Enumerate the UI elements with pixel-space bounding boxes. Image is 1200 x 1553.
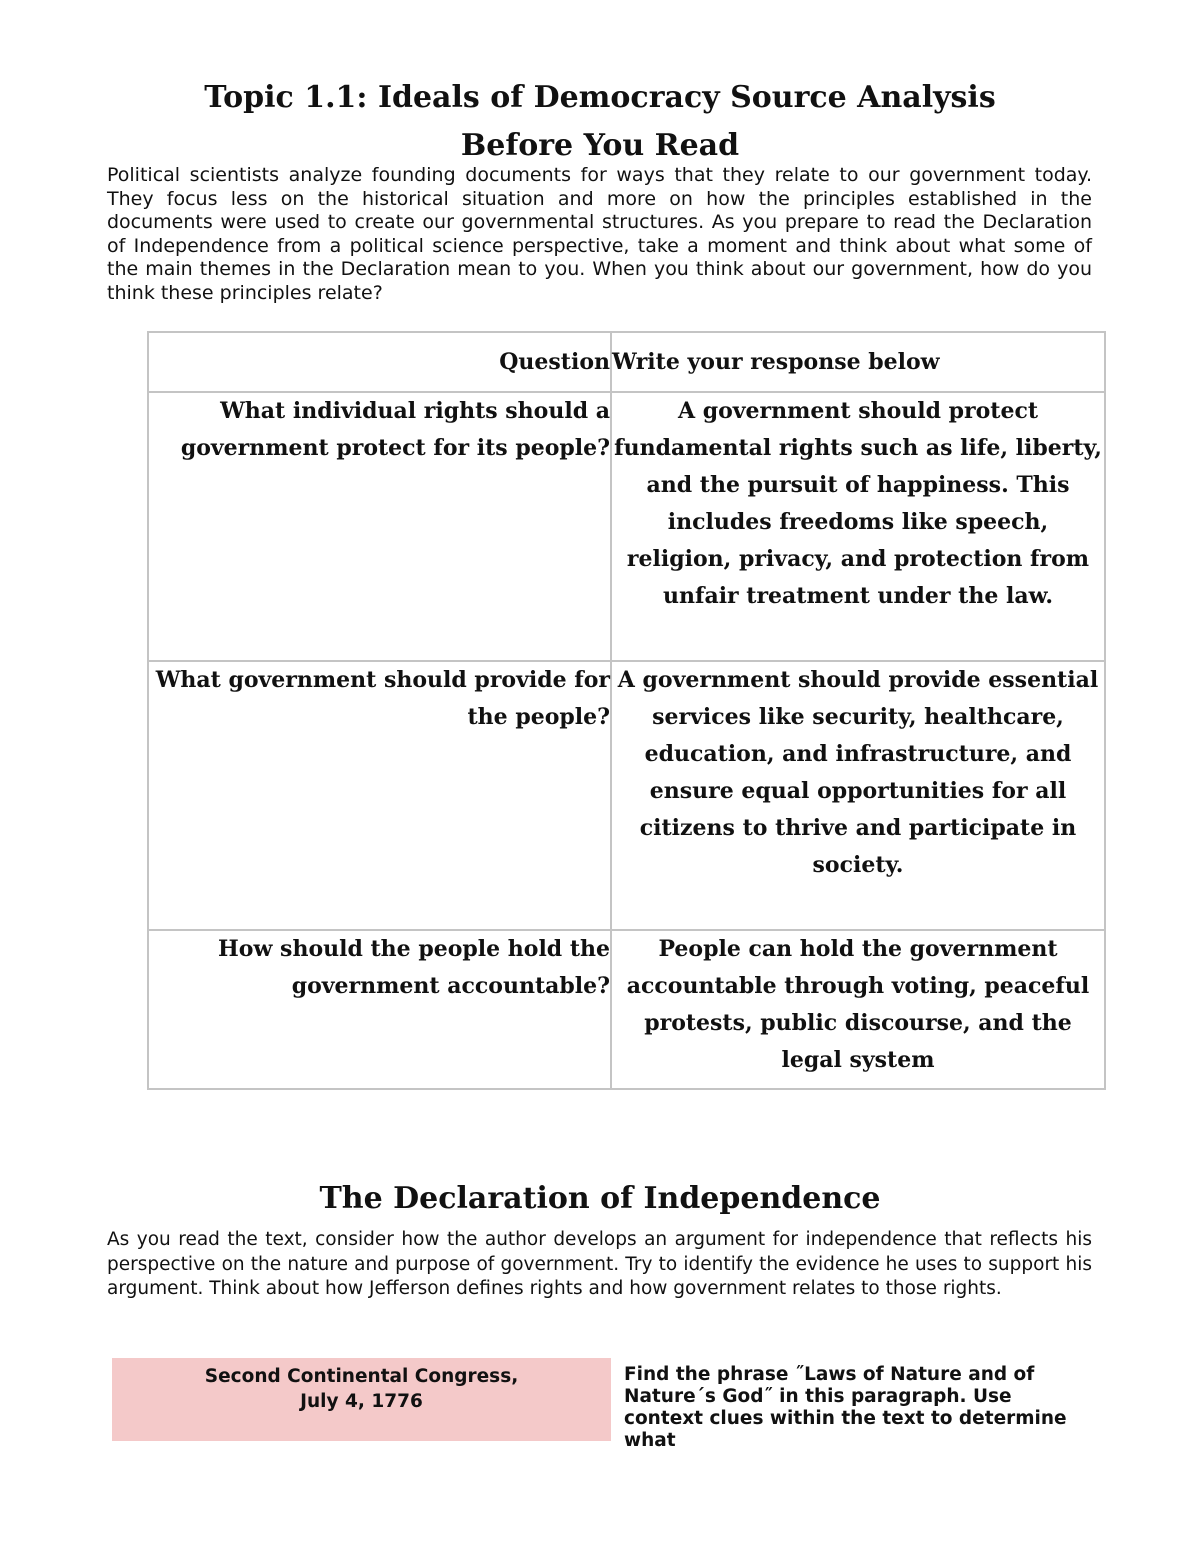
- response-cell[interactable]: A government should protect fundamental rights such as life, liberty, and the pursuit of happiness. This includes freedoms like speech, religion, privacy, and protection from unfair treatment under the law.: [611, 392, 1105, 661]
- question-cell: What government should provide for the people?: [148, 661, 611, 930]
- intro-paragraph: Political scientists analyze founding documents for ways that they relate to our government today. They focus less on the historical situation and more on how the principles established in the documents were used to create our governmental structures. As you prepare to read the Declaration of Independence from a political science perspective, take a moment and think about what some of the main themes in the Declaration mean to you. When you think about our government, how do you think these principles relate?: [107, 164, 1092, 304]
- source-date: July 4, 1776: [300, 1391, 423, 1412]
- table-row: [148, 661, 1105, 930]
- section-heading-declaration: The Declaration of Independence: [319, 1181, 881, 1216]
- table-row: [148, 930, 1105, 1089]
- response-cell[interactable]: A government should provide essential services like security, healthcare, education, and infrastructure, and ensure equal opportunities for all citizens to thrive and participate in society.: [611, 661, 1105, 930]
- column-header-response: Write your response below: [611, 332, 1105, 392]
- question-cell: How should the people hold the government accountable?: [148, 930, 611, 1089]
- margin-annotation-prompt: Find the phrase ˝Laws of Nature and of Nature´s God˝ in this paragraph. Use context clues within the text to determine what: [624, 1364, 1067, 1451]
- table-header-row: [148, 332, 1105, 392]
- page-title: Topic 1.1: Ideals of Democracy Source Analysis: [204, 80, 996, 115]
- question-cell: What individual rights should a government protect for its people?: [148, 392, 611, 661]
- source-author: Second Continental Congress,: [204, 1366, 519, 1387]
- column-header-question: Question: [148, 332, 611, 392]
- source-citation-box: [112, 1358, 611, 1441]
- question-response-table: [147, 331, 1106, 1090]
- section-heading-before-you-read: Before You Read: [460, 128, 740, 163]
- table-row: [148, 392, 1105, 661]
- declaration-intro-paragraph: As you read the text, consider how the author develops an argument for independence that reflects his perspective on the nature and purpose of government. Try to identify the evidence he uses to support his argument. Think about how Jefferson defines rights and how government relates to those rights.: [107, 1229, 1092, 1299]
- response-cell[interactable]: People can hold the government accountable through voting, peaceful protests, public discourse, and the legal system: [611, 930, 1105, 1089]
